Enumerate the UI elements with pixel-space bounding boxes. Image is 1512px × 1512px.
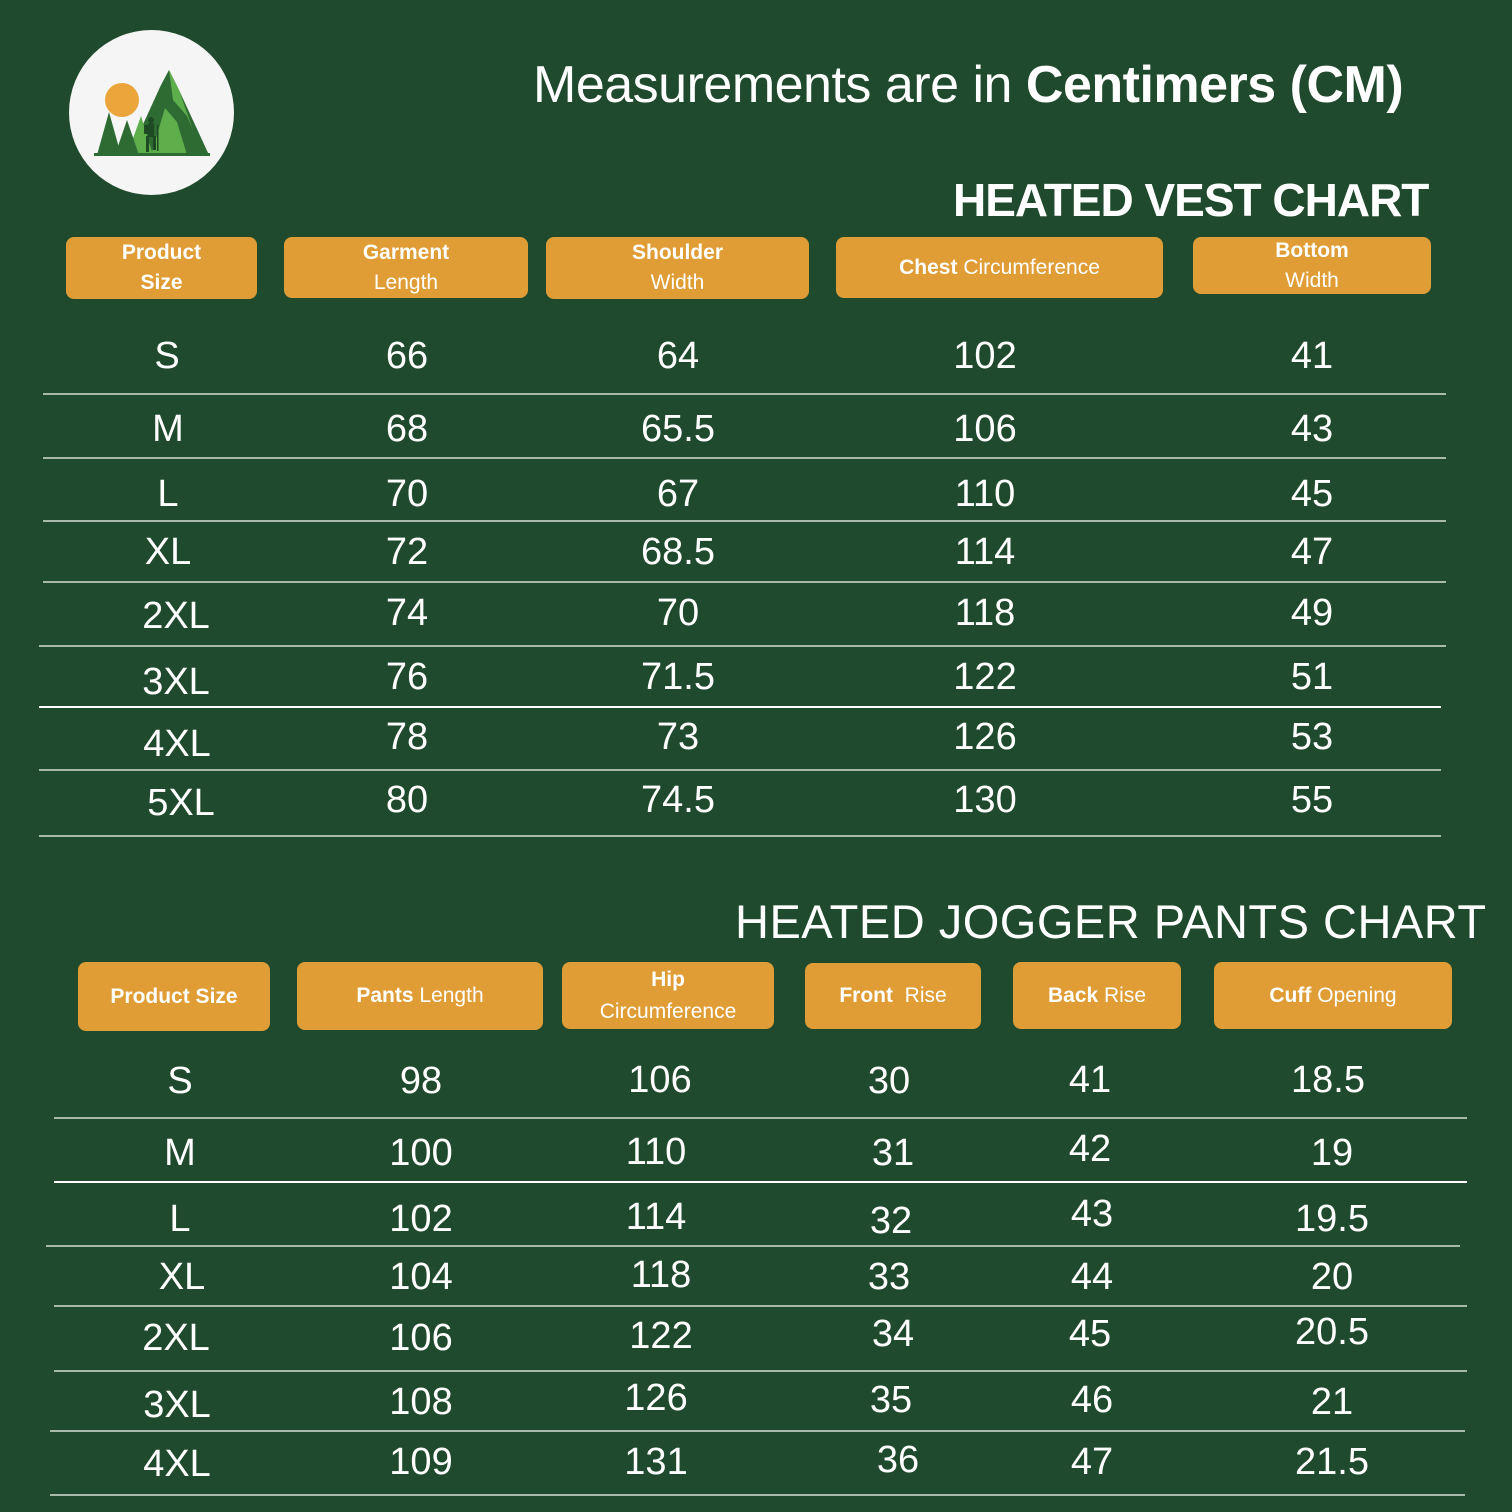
- row-divider: [50, 1494, 1465, 1496]
- value-cell: 106: [389, 1317, 453, 1359]
- value-cell: 65.5: [641, 408, 715, 450]
- pants-col-hip-circumference: [562, 962, 774, 1029]
- header-label-regular: Opening: [1317, 983, 1397, 1007]
- value-cell: 126: [953, 716, 1017, 758]
- header-label-bold: Product Size: [110, 984, 238, 1008]
- value-cell: 102: [389, 1198, 453, 1240]
- value-cell: 45: [1290, 473, 1334, 515]
- value-cell: 53: [1290, 716, 1334, 758]
- value-cell: 51: [1290, 656, 1334, 698]
- vest-col-garment-length: [284, 237, 528, 298]
- row-divider: [39, 769, 1441, 771]
- value-cell: 118: [954, 592, 1016, 634]
- size-cell: 4XL: [143, 723, 211, 765]
- value-cell: 64: [656, 335, 700, 377]
- value-cell: 35: [869, 1379, 913, 1421]
- value-cell: 19: [1310, 1132, 1354, 1174]
- row-divider: [54, 1181, 1467, 1183]
- value-cell: 20: [1310, 1256, 1354, 1298]
- size-cell: 4XL: [143, 1443, 211, 1485]
- header-label-bold: Cuff: [1269, 983, 1312, 1007]
- row-divider: [39, 706, 1441, 708]
- value-cell: 114: [625, 1196, 687, 1238]
- row-divider: [43, 393, 1446, 395]
- header-label-bold: Shoulder: [631, 241, 723, 264]
- value-cell: 55: [1290, 779, 1334, 821]
- value-cell: 21: [1310, 1381, 1354, 1423]
- pants-col-back-rise: [1013, 962, 1181, 1029]
- vest-col-product-size: [66, 237, 257, 299]
- row-divider: [39, 645, 1446, 647]
- pants-col-front-rise: [805, 963, 981, 1029]
- value-cell: 104: [389, 1256, 453, 1298]
- value-cell: 19.5: [1295, 1198, 1369, 1240]
- header-label-regular: Circumference: [963, 255, 1100, 279]
- header-label-regular: Rise: [1104, 983, 1147, 1007]
- row-divider: [54, 1370, 1467, 1372]
- value-cell: 74.5: [641, 779, 715, 821]
- value-cell: 106: [953, 408, 1017, 450]
- header-label-bold: Garment: [362, 240, 450, 264]
- value-cell: 108: [389, 1381, 453, 1423]
- row-divider: [43, 520, 1446, 522]
- header-label-regular: Width: [650, 271, 705, 294]
- value-cell: 18.5: [1291, 1059, 1365, 1101]
- hiker-mountain-icon: [69, 30, 234, 195]
- value-cell: 30: [867, 1060, 911, 1102]
- header-label-regular: Length: [419, 984, 484, 1007]
- value-cell: 98: [399, 1060, 443, 1102]
- header-label-regular: Width: [1285, 268, 1339, 292]
- value-cell: 110: [954, 473, 1016, 515]
- vest-col-chest-circumference: [836, 237, 1163, 298]
- size-cell: L: [169, 1198, 191, 1240]
- value-cell: 49: [1290, 592, 1334, 634]
- header-label-regular: Length: [373, 270, 439, 294]
- units-value: Centimers (CM): [1025, 56, 1404, 114]
- value-cell: 72: [385, 531, 429, 573]
- value-cell: 47: [1070, 1441, 1114, 1483]
- value-cell: 102: [953, 335, 1017, 377]
- header-label-bold: Front: [839, 984, 893, 1007]
- value-cell: 106: [628, 1059, 692, 1101]
- value-cell: 67: [656, 473, 700, 515]
- value-cell: 109: [389, 1441, 453, 1483]
- size-cell: L: [157, 473, 179, 515]
- header-label-bold: Bottom: [1275, 238, 1349, 262]
- header-label-bold: Hip: [651, 967, 685, 991]
- value-cell: 100: [389, 1132, 453, 1174]
- units-prefix: Measurements are in: [533, 56, 1026, 114]
- value-cell: 43: [1070, 1193, 1114, 1235]
- size-cell: 5XL: [147, 782, 215, 824]
- value-cell: 131: [624, 1441, 688, 1483]
- size-cell: 3XL: [142, 661, 210, 703]
- row-divider: [46, 1245, 1460, 1247]
- value-cell: 31: [871, 1132, 915, 1174]
- value-cell: 130: [953, 779, 1017, 821]
- value-cell: 70: [656, 592, 700, 634]
- value-cell: 34: [871, 1313, 915, 1355]
- value-cell: 46: [1070, 1379, 1114, 1421]
- value-cell: 78: [385, 716, 429, 758]
- brand-logo: [69, 30, 234, 195]
- pants-chart-title: HEATED JOGGER PANTS CHART: [735, 895, 1487, 948]
- size-cell: 3XL: [143, 1384, 211, 1426]
- header-label-bold: Chest: [899, 255, 958, 279]
- value-cell: 122: [629, 1315, 693, 1357]
- value-cell: 110: [625, 1131, 687, 1173]
- value-cell: 42: [1068, 1128, 1112, 1170]
- vest-col-shoulder-width: [546, 237, 809, 299]
- pants-col-cuff-opening: [1214, 962, 1452, 1029]
- value-cell: 126: [624, 1377, 688, 1419]
- header-label-regular: Circumference: [599, 999, 737, 1023]
- value-cell: 66: [385, 335, 429, 377]
- size-cell: 2XL: [142, 595, 210, 637]
- row-divider: [43, 457, 1446, 459]
- value-cell: 32: [869, 1200, 913, 1242]
- value-cell: 76: [385, 656, 429, 698]
- row-divider: [54, 1305, 1467, 1307]
- size-cell: M: [152, 408, 184, 450]
- value-cell: 44: [1070, 1256, 1114, 1298]
- row-divider: [54, 1117, 1467, 1119]
- value-cell: 68.5: [641, 531, 715, 573]
- value-cell: 73: [656, 716, 700, 758]
- header-label-second: Size: [140, 271, 183, 294]
- header-label-bold: Back: [1047, 983, 1099, 1007]
- header-label-regular: Rise: [904, 984, 947, 1007]
- value-cell: 47: [1290, 531, 1334, 573]
- pants-col-product-size: [78, 962, 270, 1031]
- size-cell: XL: [158, 1256, 206, 1298]
- header-label-bold: Product: [121, 241, 202, 264]
- value-cell: 36: [876, 1439, 920, 1481]
- value-cell: 43: [1290, 408, 1334, 450]
- size-cell: S: [167, 1060, 193, 1102]
- value-cell: 33: [867, 1256, 911, 1298]
- value-cell: 41: [1290, 335, 1334, 377]
- vest-col-bottom-width: [1193, 237, 1431, 294]
- size-cell: S: [154, 335, 180, 377]
- value-cell: 70: [385, 473, 429, 515]
- units-note: [533, 52, 1403, 118]
- value-cell: 74: [385, 592, 429, 634]
- value-cell: 71.5: [641, 656, 715, 698]
- size-cell: 2XL: [142, 1317, 210, 1359]
- size-cell: M: [164, 1132, 196, 1174]
- value-cell: 114: [954, 531, 1016, 573]
- value-cell: 41: [1068, 1059, 1112, 1101]
- header-label-bold: Pants: [356, 984, 414, 1007]
- value-cell: 21.5: [1295, 1441, 1369, 1483]
- vest-chart-title: HEATED VEST CHART: [953, 174, 1429, 226]
- row-divider: [50, 1430, 1465, 1432]
- row-divider: [39, 835, 1441, 837]
- value-cell: 122: [953, 656, 1017, 698]
- value-cell: 45: [1068, 1313, 1112, 1355]
- size-cell: XL: [144, 531, 192, 573]
- row-divider: [43, 581, 1446, 583]
- value-cell: 20.5: [1295, 1311, 1369, 1353]
- value-cell: 68: [385, 408, 429, 450]
- pants-col-pants-length: [297, 962, 543, 1030]
- value-cell: 118: [630, 1254, 692, 1296]
- value-cell: 80: [385, 779, 429, 821]
